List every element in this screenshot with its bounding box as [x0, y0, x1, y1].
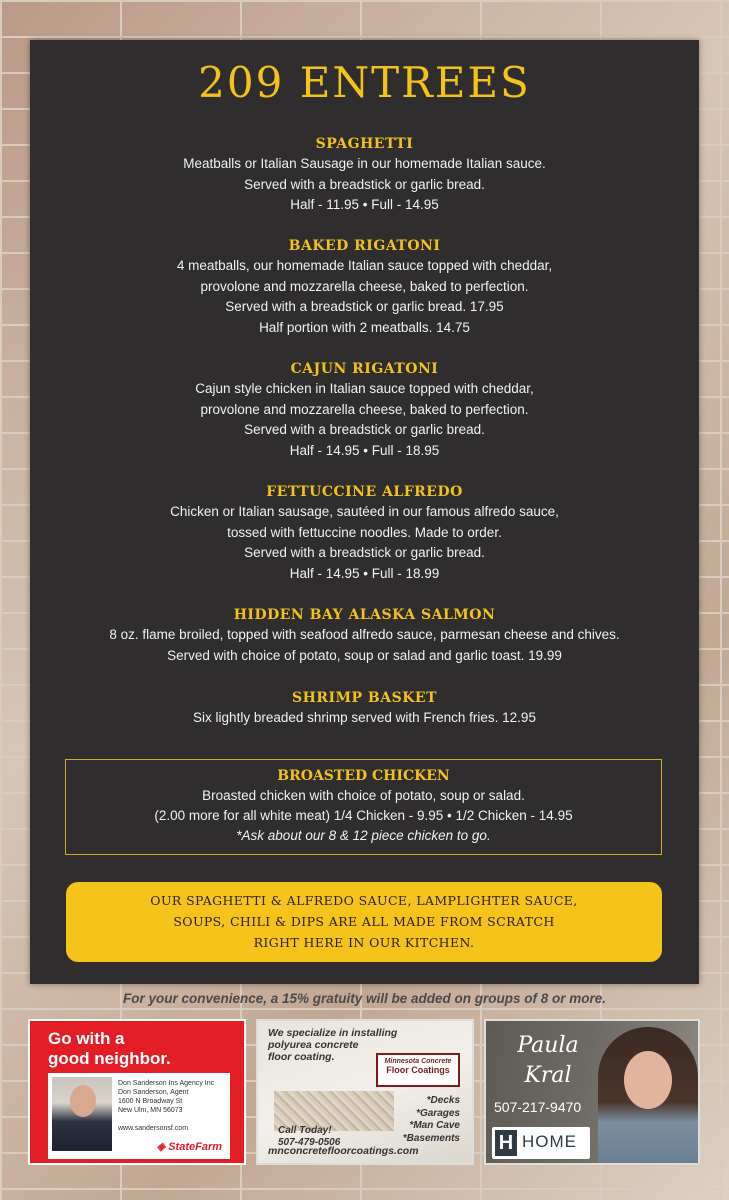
- services-list: *Decks *Garages *Man Cave *Basements: [402, 1095, 460, 1144]
- menu-item-cajun-rigatoni: [30, 359, 699, 461]
- home-logo: H HOME: [492, 1127, 590, 1159]
- realtor-phone[interactable]: 507-217-9470: [494, 1099, 582, 1115]
- menu-item-shrimp-basket: [30, 688, 699, 729]
- menu-item-line: Chicken or Italian sausage, sautéed in our famous alfredo sauce,: [170, 504, 559, 519]
- menu-item-fettuccine-alfredo: [30, 482, 699, 584]
- menu-item-line: provolone and mozzarella cheese, baked to perfection.: [200, 401, 529, 417]
- statefarm-logo-icon: ◈: [156, 1141, 169, 1153]
- menu-item-line: Meatballs or Italian Sausage in our homemade Italian sauce.: [183, 156, 546, 171]
- menu-panel: [30, 40, 699, 984]
- menu-item-note: *Ask about our 8 & 12 piece chicken to go.: [236, 828, 491, 843]
- menu-item-name: SHRIMP BASKET: [292, 690, 437, 706]
- agent-url[interactable]: www.sandersonsf.com: [118, 1125, 189, 1132]
- banner-line: SOUPS, CHILI & DIPS ARE ALL MADE FROM SCRATCH: [173, 914, 555, 929]
- banner-line: OUR SPAGHETTI & ALFREDO SAUCE, LAMPLIGHTER SAUCE,: [150, 893, 578, 908]
- menu-item-line: Broasted chicken with choice of potato, soup or salad.: [202, 788, 525, 803]
- menu-item-line: Served with a breadstick or garlic bread.: [244, 176, 485, 192]
- concrete-logo: Minnesota Concrete Floor Coatings: [376, 1053, 460, 1087]
- menu-item-alaska-salmon: [30, 605, 699, 666]
- menu-item-name: HIDDEN BAY ALASKA SALMON: [233, 607, 496, 623]
- menu-item-price: Six lightly breaded shrimp served with French fries. 12.95: [193, 710, 536, 725]
- concrete-coatings-ad[interactable]: [256, 1019, 474, 1165]
- menu-item-line: Served with a breadstick or garlic bread. 17.95: [225, 299, 504, 314]
- menu-item-price: (2.00 more for all white meat) 1/4 Chicken - 9.95 • 1/2 Chicken - 14.95: [154, 808, 573, 823]
- featured-item-broasted-chicken: [65, 759, 662, 855]
- menu-item-baked-rigatoni: [30, 236, 699, 338]
- scratch-made-banner: [66, 882, 662, 962]
- agent-info: Don Sanderson Ins Agency Inc Don Sanderson, Agent 1600 N Broadway St New Ulm, MN 56073: [118, 1080, 215, 1114]
- home-logo-icon: H: [495, 1130, 517, 1156]
- menu-item-line: Cajun style chicken in Italian sauce topped with cheddar,: [195, 381, 534, 396]
- menu-item-line: Served with a breadstick or garlic bread.: [244, 545, 485, 560]
- menu-item-price: Half portion with 2 meatballs. 14.75: [259, 319, 470, 335]
- banner-line: RIGHT HERE IN OUR KITCHEN.: [253, 935, 475, 950]
- menu-item-line: 4 meatballs, our homemade Italian sauce topped with cheddar,: [176, 258, 553, 273]
- realtor-photo: [598, 1027, 698, 1163]
- menu-item-name: BAKED RIGATONI: [288, 238, 441, 254]
- ad-headline: Go with a good neighbor.: [48, 1029, 171, 1068]
- menu-item-name: BROASTED CHICKEN: [277, 768, 450, 784]
- menu-item-line: 8 oz. flame broiled, topped with seafood alfredo sauce, parmesan cheese and chives.: [109, 627, 620, 642]
- menu-item-price: Half - 14.95 • Full - 18.95: [289, 442, 440, 458]
- menu-item-price: Half - 11.95 • Full - 14.95: [290, 197, 439, 212]
- statefarm-logo: ◈ StateFarm: [156, 1141, 222, 1153]
- menu-item-price: Served with choice of potato, soup or salad and garlic toast. 19.99: [167, 647, 562, 663]
- realtor-name: Paula Kral: [517, 1033, 579, 1088]
- agent-card: [48, 1073, 230, 1159]
- menu-item-name: SPAGHETTI: [315, 136, 414, 152]
- statefarm-ad[interactable]: [28, 1019, 246, 1165]
- menu-item-price: Half - 14.95 • Full - 18.99: [289, 565, 440, 581]
- gratuity-notice: For your convenience, a 15% gratuity will be added on groups of 8 or more.: [122, 991, 607, 1006]
- menu-item-line: tossed with fettuccine noodles. Made to order.: [227, 524, 502, 540]
- menu-item-line: Served with a breadstick or garlic bread.: [244, 422, 485, 437]
- agent-photo: [52, 1077, 112, 1151]
- concrete-url[interactable]: mnconcretefloorcoatings.com: [268, 1145, 419, 1157]
- realtor-ad[interactable]: [484, 1019, 700, 1165]
- page-title: 209 ENTREES: [198, 58, 531, 107]
- menu-item-spaghetti: [30, 134, 699, 216]
- call-info: Call Today! 507-479-0506: [278, 1125, 341, 1148]
- menu-item-name: FETTUCCINE ALFREDO: [266, 484, 463, 500]
- menu-item-line: provolone and mozzarella cheese, baked to perfection.: [200, 278, 529, 294]
- menu-item-name: CAJUN RIGATONI: [290, 361, 439, 377]
- ad-headline: We specialize in installing polyurea concrete floor coating.: [268, 1027, 398, 1063]
